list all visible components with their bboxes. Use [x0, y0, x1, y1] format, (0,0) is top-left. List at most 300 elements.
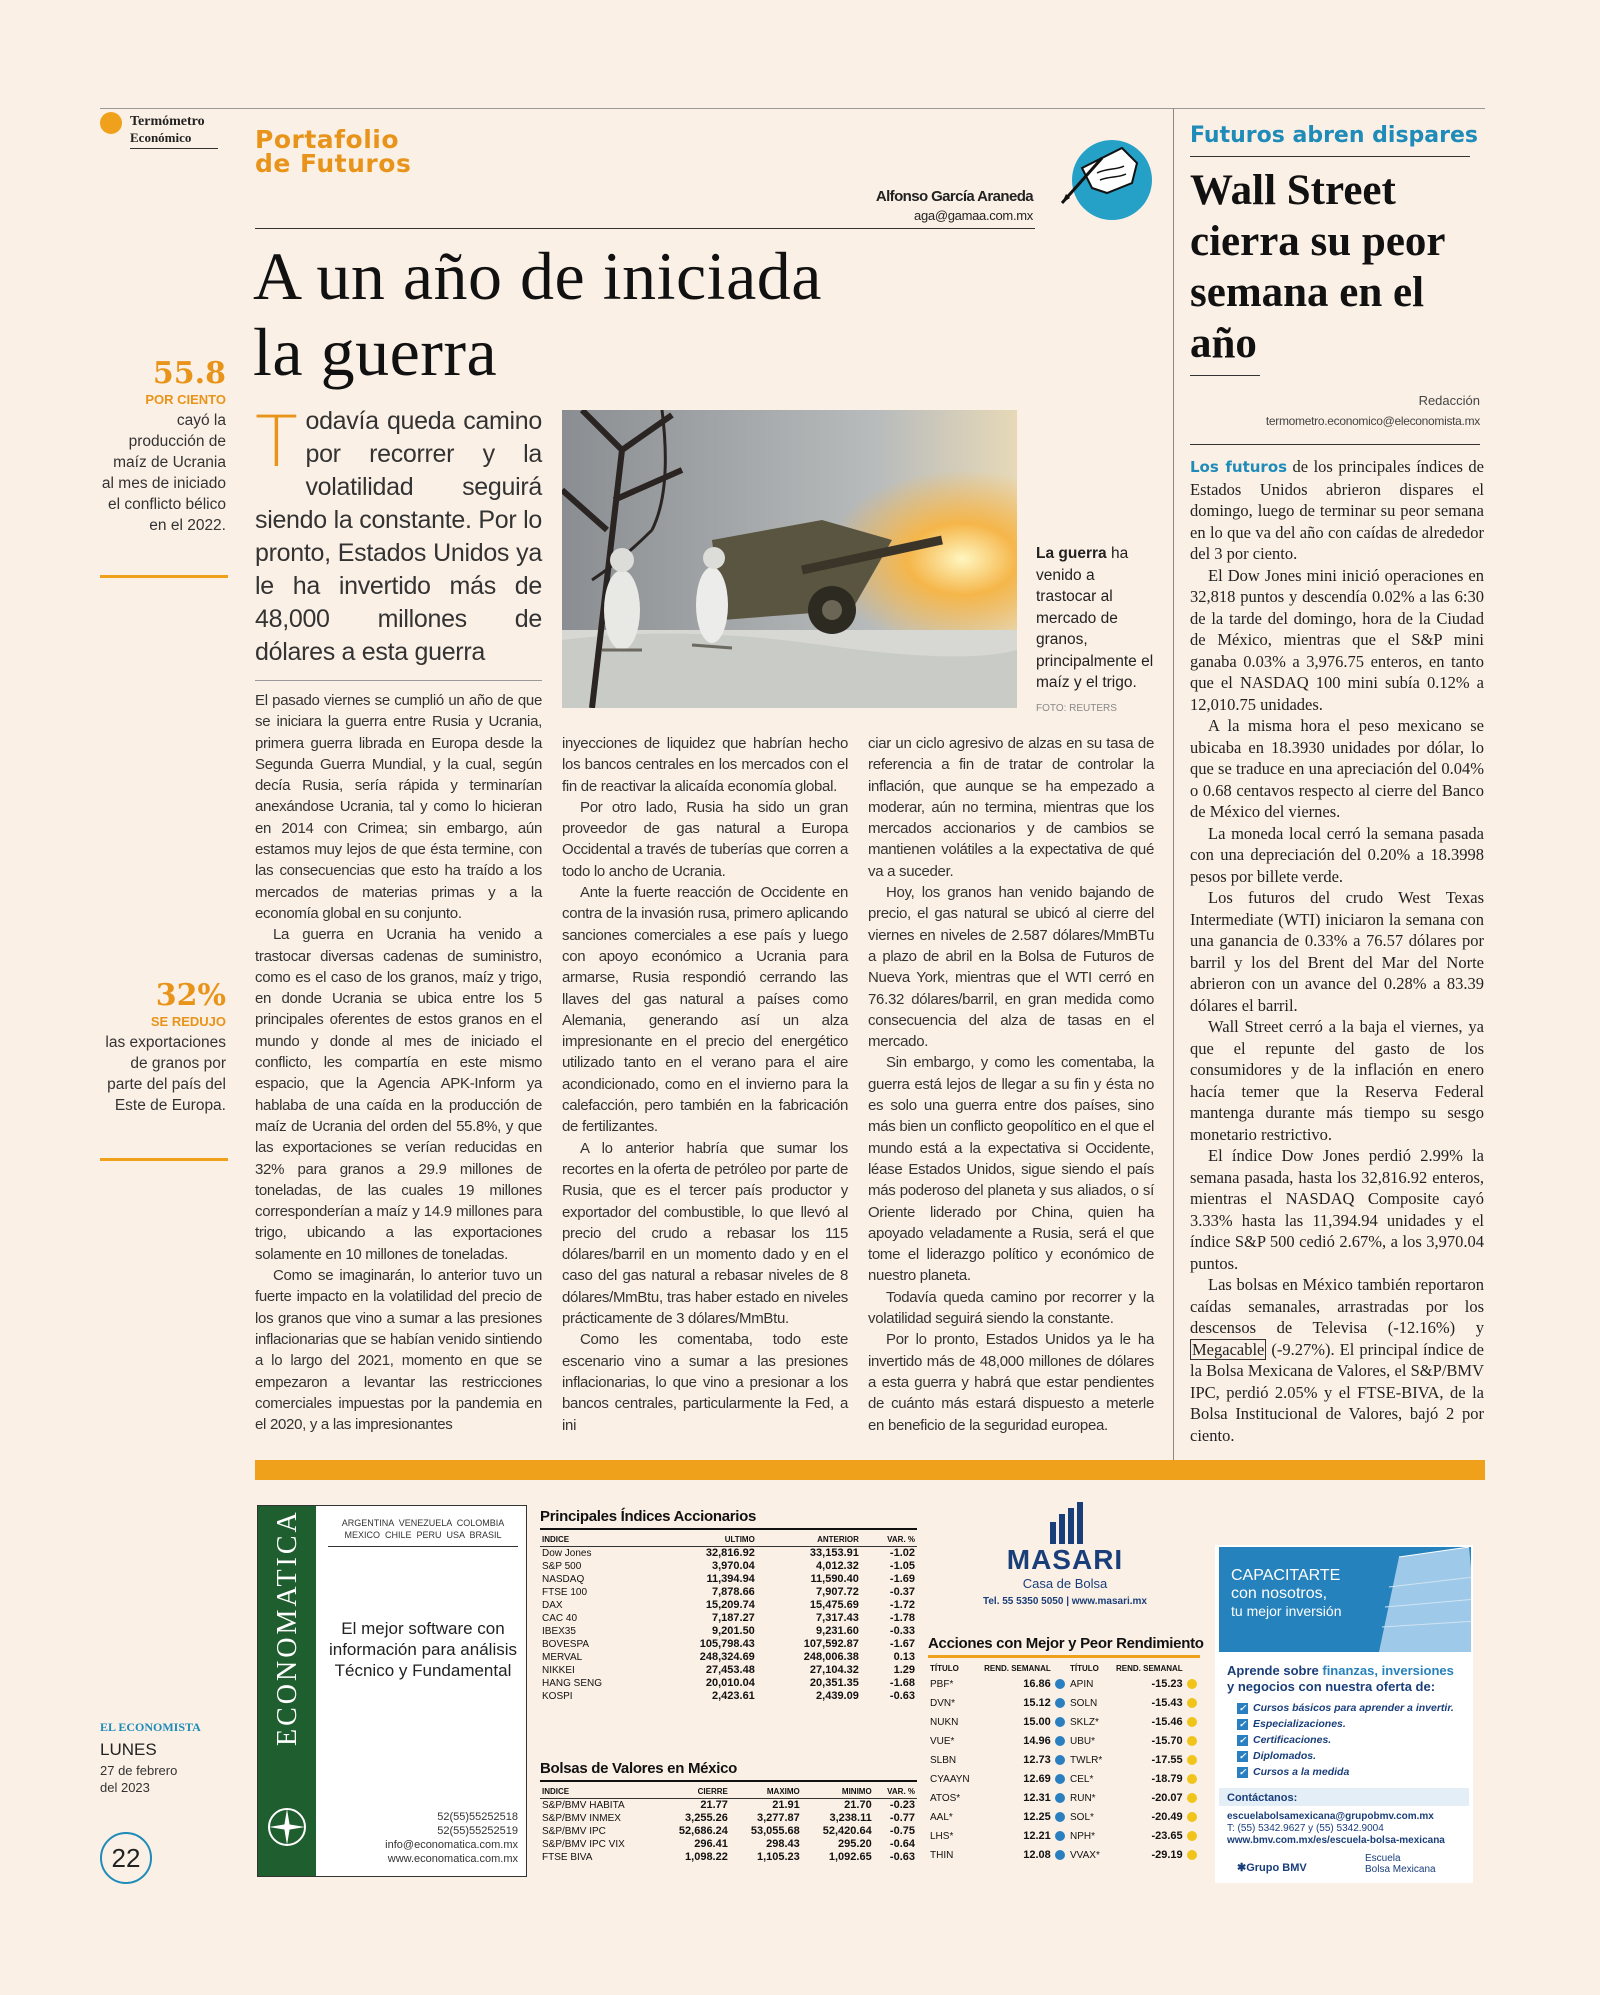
acciones-h-titulo2: TÍTULO	[1070, 1664, 1099, 1673]
index-name: S&P 500	[542, 1561, 582, 1572]
index-name: Dow Jones	[542, 1548, 592, 1559]
right-p5: Los futuros del crudo West Texas Intermediate (WTI) iniciaron la semana con una ganancia de 0.33% a 76.57 dólares por barril y los del Brent del Mar del Norte abrieron con un avance del 0.28% a 83.39 dólares el barril.	[1190, 888, 1484, 1015]
table-row	[928, 1808, 1200, 1827]
ticker-name: CYAAYN	[930, 1774, 970, 1785]
index-name: S&P/BMV HABITA	[542, 1800, 625, 1811]
bolsas-h-var: VAR. %	[874, 1785, 917, 1799]
ticker-name: SOLN	[1070, 1698, 1098, 1709]
ticker-return: -15.46	[1151, 1716, 1183, 1728]
stat-2-rule	[100, 1158, 228, 1161]
masari-name: MASARI	[1006, 1544, 1124, 1575]
index-value: -0.63	[889, 1690, 915, 1702]
ticker-name: TWLR*	[1070, 1755, 1103, 1766]
pen-hand-icon	[1052, 128, 1152, 228]
right-p8-last: (-9.27%). El principal índice de la Bolsa Mexicana de Valores, el S&P/BMV IPC, perdió 2.05% y el FTSE-BIVA, de la Bolsa Institucional de Valores, bajó 2 por ciento.	[1190, 1339, 1484, 1445]
index-name: NIKKEI	[542, 1665, 575, 1676]
economatica-phone2: 52(55)55252519	[437, 1825, 518, 1837]
index-value: 296.41	[694, 1838, 728, 1850]
indices-header-row	[540, 1533, 917, 1547]
bmv-item-5	[1237, 1764, 1454, 1780]
ticker-name: APIN	[1070, 1679, 1094, 1690]
up-icon	[1055, 1755, 1065, 1765]
indicator-cell	[1185, 1675, 1200, 1694]
stat-1-rule	[100, 575, 228, 578]
index-value: -0.23	[889, 1799, 915, 1811]
headline	[253, 238, 822, 390]
down-icon	[1187, 1774, 1197, 1784]
up-icon	[1055, 1736, 1065, 1746]
index-name: S&P/BMV INMEX	[542, 1813, 621, 1824]
up-icon	[1055, 1812, 1065, 1822]
ticker-return: 12.73	[1023, 1754, 1051, 1766]
bmv-item-1-text: Cursos básicos para aprender a invertir.	[1253, 1702, 1454, 1714]
table-row	[928, 1675, 1200, 1694]
index-value: 295.20	[838, 1838, 872, 1850]
index-value: 3,277.87	[756, 1812, 800, 1824]
right-p3: A la misma hora el peso mexicano se ubicaba en 18.3930 unidades por dólar, lo que se traduce en una apreciación del 0.04% o 0.68 centavos respecto al cierre del Banco de México del viernes.	[1190, 716, 1484, 821]
indices-body	[540, 1547, 917, 1704]
indicator-cell	[1053, 1770, 1068, 1789]
index-value: 53,055.68	[750, 1825, 800, 1837]
right-title-rule	[1190, 375, 1260, 376]
ticker-return: -29.19	[1151, 1849, 1183, 1861]
indicator-cell	[1053, 1808, 1068, 1827]
up-icon	[1055, 1850, 1065, 1860]
bolsas-h-minimo: MINIMO	[802, 1785, 874, 1799]
ticker-name: CEL*	[1070, 1774, 1094, 1785]
ticker-return: -20.07	[1151, 1792, 1183, 1804]
table-row	[540, 1599, 917, 1612]
compass-icon	[266, 1806, 308, 1848]
indicator-cell	[1185, 1751, 1200, 1770]
index-value: 3,255.26	[685, 1812, 728, 1824]
indicator-cell	[1185, 1713, 1200, 1732]
acciones-rule	[928, 1655, 1200, 1658]
down-icon	[1187, 1812, 1197, 1822]
table-row	[928, 1713, 1200, 1732]
up-icon	[1055, 1774, 1065, 1784]
index-value: 27,453.48	[705, 1664, 755, 1676]
index-value: 15,209.74	[705, 1599, 755, 1611]
index-value: 21.70	[844, 1799, 872, 1811]
index-value: 1,098.22	[685, 1851, 728, 1863]
index-value: 4,012.32	[816, 1560, 859, 1572]
index-value: 32,816.92	[705, 1547, 755, 1559]
table-row	[540, 1560, 917, 1573]
index-value: -1.69	[889, 1573, 915, 1585]
economatica-rule	[328, 1546, 518, 1547]
stat-2	[100, 980, 226, 1116]
index-value: 15,475.69	[809, 1599, 859, 1611]
lede-drop-cap: T	[255, 401, 298, 483]
ticker-return: -15.23	[1151, 1678, 1183, 1690]
bmv-intro	[1227, 1663, 1467, 1695]
bmv-email[interactable]: escuelabolsamexicana@grupobmv.com.mx	[1227, 1811, 1434, 1822]
table-row	[928, 1770, 1200, 1789]
up-icon	[1055, 1717, 1065, 1727]
page-number: 22	[100, 1832, 152, 1884]
index-value: -1.02	[889, 1547, 915, 1559]
economatica-email: info@economatica.com.mx	[385, 1839, 518, 1851]
index-value: 27,104.32	[809, 1664, 859, 1676]
column-title-line1: Portafolio	[255, 125, 400, 154]
megacable-link[interactable]: Megacable	[1192, 1339, 1265, 1359]
economatica-brand: ECONOMATICA	[272, 1509, 303, 1746]
check-icon: ✓	[1238, 1751, 1247, 1761]
indices-table	[540, 1533, 917, 1703]
up-icon	[1055, 1793, 1065, 1803]
bmv-item-3	[1237, 1732, 1454, 1748]
bmv-banner-line2: con nosotros,	[1231, 1585, 1328, 1602]
index-value: -1.68	[889, 1677, 915, 1689]
right-p7: El índice Dow Jones perdió 2.99% la semana pasada, hasta los 32,816.92 enteros, mientras el NASDAQ Composite cayó 3.33% hasta las 11,394.94 unidades y el índice S&P 500 cedió 2.67%, a los 3,970.04 puntos.	[1190, 1146, 1484, 1273]
bmv-item-4	[1237, 1748, 1454, 1764]
indicator-cell	[1053, 1789, 1068, 1808]
footer-day: LUNES	[100, 1740, 157, 1759]
headline-line2: la guerra	[253, 314, 498, 390]
indices-h-var: VAR. %	[861, 1533, 917, 1547]
index-value: 1.29	[893, 1664, 915, 1676]
index-value: 3,970.04	[711, 1560, 755, 1572]
right-kicker-rule	[1190, 156, 1470, 157]
down-icon	[1187, 1831, 1197, 1841]
col1-p2: La guerra en Ucrania ha venido a trastocar diversas cadenas de suministro, como es el caso de los granos, maíz y trigo, en donde Ucrania se ubica entre los 5 principales oferentes de estos granos en el mundo y donde al mes de iniciado el conflicto, les compartía en este mismo espacio, que la Agencia APK-Inform ya hablaba de una caída en la producción de maíz de Ucrania del orden del 55.8%, y que las exportaciones se verían reducidas en 32% para granos a 29.9 millones de toneladas, de las cuales 19 millones corresponderían a maíz y 14.9 millones para trigo, ubicando a las exportaciones solamente en 10 millones de toneladas.	[255, 926, 542, 1263]
right-p2: El Dow Jones mini inició operaciones en 32,818 puntos y descendía 0.02% a las 6:30 de la tarde del domingo, hora de la Ciudad de México, mientras que el S&P mini ganaba 0.03% a 3,976.75 enteros, en tanto que el NASDAQ 100 mini subía 0.12% a 12,010.75 unidades.	[1190, 565, 1484, 714]
bolsas-body	[540, 1799, 917, 1865]
headline-line1: A un año de iniciada	[253, 238, 822, 314]
bmv-ad[interactable]	[1215, 1545, 1473, 1883]
masari-ad[interactable]	[930, 1500, 1200, 1615]
col2-p1: inyecciones de liquidez que habrían hecho los bancos centrales en los mercados con el fin de reactivar la alicaída economía global.	[562, 735, 848, 795]
ticker-return: -20.49	[1151, 1811, 1183, 1823]
down-icon	[1187, 1793, 1197, 1803]
column-title-line2: de Futuros	[255, 149, 412, 178]
index-value: 33,153.91	[809, 1547, 859, 1559]
acciones-title: Acciones con Mejor y Peor Rendimiento	[928, 1635, 1204, 1652]
index-value: -0.37	[889, 1586, 915, 1598]
indicator-cell	[1053, 1732, 1068, 1751]
ticker-name: THIN	[930, 1850, 954, 1861]
table-row	[928, 1694, 1200, 1713]
right-p1-text: de los principales índices de Estados Unidos abrieron dispares el domingo, luego de terminar su peor semana en lo que va del año con caídas de alrededor del 3 por ciento.	[1190, 457, 1484, 563]
index-value: 7,878.66	[711, 1586, 755, 1598]
index-value: -0.64	[889, 1838, 915, 1850]
economatica-web: www.economatica.com.mx	[387, 1853, 518, 1865]
index-value: 298.43	[766, 1838, 800, 1850]
down-icon	[1187, 1698, 1197, 1708]
index-value: 21.77	[700, 1799, 728, 1811]
right-title: Wall Street cierra su peor semana en el año	[1190, 167, 1445, 367]
table-row	[928, 1789, 1200, 1808]
bolsas-h-indice: INDICE	[540, 1785, 658, 1799]
ticker-return: 12.08	[1023, 1849, 1051, 1861]
right-p8	[1190, 1274, 1484, 1446]
bmv-list	[1237, 1700, 1454, 1780]
index-name: HANG SENG	[542, 1678, 603, 1689]
indicator-cell	[1053, 1713, 1068, 1732]
lede-text: odavía queda camino por recorrer y la volatilidad seguirá siendo la constante. Por lo pronto, Estados Unidos ya le ha invertido más de 48,000 millones de dólares a esta guerra	[255, 407, 542, 666]
ticker-name: AAL*	[930, 1812, 953, 1823]
ticker-return: -23.65	[1151, 1830, 1183, 1842]
ticker-name: SLBN	[930, 1755, 957, 1766]
footer-date2: del 2023	[100, 1780, 150, 1795]
acciones-h-titulo1: TÍTULO	[930, 1664, 959, 1673]
index-value: 11,394.94	[706, 1573, 755, 1585]
escuela-logo	[1365, 1853, 1436, 1875]
ticker-return: 12.25	[1023, 1811, 1051, 1823]
index-value: -1.72	[889, 1599, 915, 1611]
stat-2-number: 32%	[155, 978, 226, 1013]
indicator-cell	[1053, 1827, 1068, 1846]
acciones-h-rend1: REND. SEMANAL	[984, 1664, 1051, 1673]
bolsas-table	[540, 1785, 917, 1864]
index-value: 1,105.23	[756, 1851, 800, 1863]
indicator-cell	[1185, 1694, 1200, 1713]
building-icon	[1359, 1547, 1471, 1652]
index-value: 21.91	[772, 1799, 800, 1811]
index-value: -0.63	[889, 1851, 915, 1863]
index-name: MERVAL	[542, 1652, 583, 1663]
index-value: 107,592.87	[803, 1638, 859, 1650]
index-value: -1.67	[889, 1638, 915, 1650]
col3-p3: Sin embargo, y como les comentaba, la guerra está lejos de llegar a su fin y ésta no es solo una guerra entre dos países, sino más bien un conflicto geopolítico en el que el mundo está a la expectativa si Occidente, léase Estados Unidos, sigue siendo el país más poderoso del planeta y sus aliados, o sí Oriente liderado por China, quien ha apoyado veladamente a Rusia, será el que tome el liderazgo político y económico de nuestro planeta.	[868, 1054, 1154, 1285]
ticker-return: 12.69	[1023, 1773, 1051, 1785]
index-name: BOVESPA	[542, 1639, 590, 1650]
index-value: 52,686.24	[678, 1825, 728, 1837]
masthead-line2: Económico	[130, 130, 192, 145]
indicator-cell	[1185, 1770, 1200, 1789]
indicator-cell	[1185, 1846, 1200, 1865]
bolsas-title: Bolsas de Valores en México	[540, 1760, 737, 1777]
escuela-line1: Escuela	[1365, 1853, 1401, 1864]
table-row	[540, 1586, 917, 1599]
bmv-banner	[1219, 1547, 1471, 1652]
ticker-return: 12.21	[1023, 1830, 1051, 1842]
ticker-name: NPH*	[1070, 1831, 1096, 1842]
orange-band	[255, 1460, 1485, 1480]
index-value: -0.77	[889, 1812, 915, 1824]
ticker-name: ATOS*	[930, 1793, 961, 1804]
bmv-item-2	[1237, 1716, 1454, 1732]
index-value: 3,238.11	[829, 1812, 872, 1824]
acciones-header-row	[928, 1662, 1200, 1675]
economatica-phone1: 52(55)55252518	[437, 1811, 518, 1823]
ticker-name: LHS*	[930, 1831, 954, 1842]
col3-p5: Por lo pronto, Estados Unidos ya le ha invertido más de 48,000 millones de dólares a esta guerra y habrá que estar pendientes de cuánto más estará dispuesto a meterle en beneficio de la seguridad europea.	[868, 1331, 1154, 1434]
col3-p1: ciar un ciclo agresivo de alzas en su tasa de referencia a fin de tratar de controlar la inflación, que aunque se ha empezado a moderar, aún no termina, mientras que los mercados accionarios y de cambios se mantienen volátiles a la expectativa de qué va a suceder.	[868, 735, 1154, 880]
ticker-name: SOL*	[1070, 1812, 1094, 1823]
indicator-cell	[1053, 1675, 1068, 1694]
up-icon	[1055, 1679, 1065, 1689]
lede	[255, 401, 542, 669]
table-row	[928, 1751, 1200, 1770]
check-icon: ✓	[1238, 1735, 1247, 1745]
stat-1-label: POR CIENTO	[145, 392, 226, 407]
index-name: KOSPI	[542, 1691, 573, 1702]
table-row	[540, 1677, 917, 1690]
masari-sub: Casa de Bolsa	[1022, 1576, 1108, 1591]
war-photo	[562, 410, 1017, 708]
acciones-body	[928, 1675, 1200, 1865]
indices-title: Principales Índices Accionarios	[540, 1508, 757, 1525]
col2-p4: A lo anterior habría que sumar los recortes en la oferta de petróleo por parte de Rusia, que es el tercer país productor y exportador del combustible, lo que llevó al precio del crudo a rebasar los 115 dólares/barril en un momento dado y en el caso del gas natural a rebasar niveles de 8 dólares/MmBtu, tras haber estado en niveles prácticamente de 3 dólares/MmBtu.	[562, 1139, 848, 1328]
table-row	[540, 1851, 917, 1864]
stat-1	[100, 358, 226, 536]
bolsas-header-row	[540, 1785, 917, 1799]
check-icon: ✓	[1238, 1703, 1247, 1713]
index-value: -0.75	[889, 1825, 915, 1837]
ticker-name: NUKN	[930, 1717, 959, 1728]
lede-rule	[255, 680, 542, 681]
column-email: aga@gamaa.com.mx	[914, 208, 1033, 223]
grupo-bmv-logo	[1237, 1861, 1307, 1874]
table-row	[540, 1825, 917, 1838]
ticker-return: -17.55	[1151, 1754, 1183, 1766]
right-p4: La moneda local cerró la semana pasada con una depreciación del 0.20% a 18.3998 pesos por billete verde.	[1190, 823, 1484, 886]
right-byline: Redacción	[1418, 393, 1480, 408]
right-byline-rule	[1190, 444, 1480, 445]
indices-h-indice: INDICE	[540, 1533, 653, 1547]
economatica-countries1: ARGENTINA VENEZUELA COLOMBIA	[341, 1518, 505, 1528]
ticker-name: UBU*	[1070, 1736, 1096, 1747]
right-p1	[1190, 456, 1484, 565]
stat-1-number: 55.8	[152, 356, 226, 391]
masari-tel: Tel. 55 5350 5050 | www.masari.mx	[982, 1596, 1147, 1607]
bmv-contact-label: Contáctanos:	[1227, 1792, 1298, 1804]
index-value: 7,907.72	[816, 1586, 859, 1598]
indicator-cell	[1185, 1732, 1200, 1751]
index-value: 20,351.35	[809, 1677, 859, 1689]
index-value: -1.05	[889, 1560, 915, 1572]
index-value: -0.33	[889, 1625, 915, 1637]
photo-caption-text: ha venido a trastocar al mercado de granos, principalmente el maíz y el trigo.	[1036, 545, 1154, 691]
table-row	[540, 1625, 917, 1638]
masthead-dot	[100, 112, 122, 134]
table-row	[540, 1799, 917, 1813]
economatica-tagline: El mejor software con información para análisis Técnico y Fundamental	[328, 1619, 518, 1680]
ticker-return: -18.79	[1151, 1773, 1183, 1785]
indices-h-ultimo: ULTIMO	[653, 1533, 757, 1547]
index-name: S&P/BMV IPC VIX	[542, 1839, 625, 1850]
bmv-contact-bar	[1219, 1788, 1469, 1806]
down-icon	[1187, 1717, 1197, 1727]
ticker-return: -15.70	[1151, 1735, 1183, 1747]
bolsas-h-maximo: MAXIMO	[730, 1785, 802, 1799]
right-lead-bold: Los futuros	[1190, 458, 1288, 476]
acciones-table	[928, 1662, 1200, 1865]
right-email: termometro.economico@eleconomista.mx	[1265, 414, 1480, 428]
grupo-bmv-text: Grupo BMV	[1246, 1862, 1307, 1874]
index-value: 7,317.43	[816, 1612, 859, 1624]
escuela-line2: Bolsa Mexicana	[1365, 1864, 1436, 1875]
bolsas-h-cierre: CIERRE	[658, 1785, 730, 1799]
index-value: 9,231.60	[816, 1625, 859, 1637]
bmv-item-2-text: Especializaciones.	[1253, 1718, 1346, 1730]
top-rule	[100, 108, 1485, 109]
indicator-cell	[1185, 1789, 1200, 1808]
index-name: FTSE 100	[542, 1587, 588, 1598]
ticker-return: 15.12	[1023, 1697, 1051, 1709]
footer-paper: EL ECONOMISTA	[100, 1720, 201, 1734]
bmv-banner-line3: tu mejor inversión	[1231, 1603, 1342, 1619]
footer-date1: 27 de febrero	[100, 1763, 178, 1778]
col1-p3: Como se imaginarán, lo anterior tuvo un fuerte impacto en la volatilidad del precio de los granos que vino a sumar a las presiones inflacionarias que se habían venido sintiendo a lo largo del 2021, momento en que se empezaron a levantar las restricciones comerciales impuestas por la pandemia en el 2020, y a las impresionantes	[255, 1267, 542, 1434]
table-row	[540, 1638, 917, 1651]
ticker-name: PBF*	[930, 1679, 954, 1690]
table-row	[540, 1812, 917, 1825]
stat-1-text: cayó la producción de maíz de Ucrania al mes de iniciado el conflicto bélico en el 2022.	[101, 412, 226, 534]
right-p8-text: Las bolsas en México también reportaron caídas semanales, arrastradas por los descensos de Televisa (-12.16%) y	[1190, 1275, 1484, 1337]
indicator-cell	[1053, 1751, 1068, 1770]
ticker-return: 16.86	[1023, 1678, 1051, 1690]
index-value: 1,092.65	[828, 1851, 872, 1863]
ticker-return: 14.96	[1023, 1735, 1051, 1747]
bmv-item-3-text: Certificaciones.	[1253, 1734, 1332, 1746]
grupo-bmv-icon: ✱	[1237, 1862, 1247, 1874]
economatica-ad[interactable]	[257, 1505, 527, 1877]
acciones-h-rend2: REND. SEMANAL	[1116, 1664, 1183, 1673]
col2-p2: Por otro lado, Rusia ha sido un gran proveedor de gas natural a Europa Occidental a través de tuberías que corren a todo lo ancho de Ucrania.	[562, 798, 848, 880]
economatica-countries2: MEXICO CHILE PERU USA BRASIL	[344, 1530, 502, 1540]
bmv-web[interactable]: www.bmv.com.mx/es/escuela-bolsa-mexicana	[1227, 1835, 1445, 1846]
indicator-cell	[1053, 1694, 1068, 1713]
table-row	[928, 1732, 1200, 1751]
ticker-name: SKLZ*	[1070, 1717, 1099, 1728]
down-icon	[1187, 1850, 1197, 1860]
index-value: 2,423.61	[711, 1690, 755, 1702]
table-row	[540, 1612, 917, 1625]
down-icon	[1187, 1679, 1197, 1689]
bmv-item-1	[1237, 1700, 1454, 1716]
table-row	[540, 1547, 917, 1561]
index-name: S&P/BMV IPC	[542, 1826, 606, 1837]
indicator-cell	[1053, 1846, 1068, 1865]
indices-h-anterior: ANTERIOR	[757, 1533, 861, 1547]
ticker-name: VUE*	[930, 1736, 955, 1747]
bmv-item-5-text: Cursos a la medida	[1253, 1766, 1350, 1778]
index-value: 11,590.40	[810, 1573, 859, 1585]
ticker-return: -15.43	[1151, 1697, 1183, 1709]
indicator-cell	[1185, 1827, 1200, 1846]
up-icon	[1055, 1698, 1065, 1708]
column-author: Alfonso García Araneda	[875, 188, 1033, 205]
check-icon: ✓	[1238, 1719, 1247, 1729]
index-name: IBEX35	[542, 1626, 576, 1637]
index-value: 7,187.27	[711, 1612, 755, 1624]
indicator-cell	[1185, 1808, 1200, 1827]
table-row	[540, 1651, 917, 1664]
col1-p1: El pasado viernes se cumplió un año de que se iniciara la guerra entre Rusia y Ucrania, primera guerra librada en Europa desde la Segunda Guerra Mundial, y la cual, según decía Rusia, sería rápida y terminarían anexándose Ucrania, tal y como lo hicieran en 2014 con Crimea; sin embargo, aún estamos muy lejos de que ésta termine, con las consecuencias que esto ha traído a los mercados de materias primas y a la economía global en su conjunto.	[255, 692, 542, 922]
index-value: 248,324.69	[699, 1651, 755, 1663]
index-value: 248,006.38	[803, 1651, 859, 1663]
bmv-tel: T: (55) 5342.9627 y (55) 5342.9004	[1227, 1823, 1384, 1834]
index-value: 20,010.04	[705, 1677, 755, 1689]
ticker-name: DVN*	[930, 1698, 956, 1709]
ticker-return: 15.00	[1023, 1716, 1051, 1728]
economatica-green-bar	[258, 1506, 316, 1876]
photo-caption	[1036, 543, 1154, 719]
body-column-2	[562, 733, 848, 1436]
table-row	[540, 1838, 917, 1851]
bolsas-rule	[540, 1780, 917, 1782]
table-row	[540, 1690, 917, 1703]
down-icon	[1187, 1755, 1197, 1765]
index-value: 2,439.09	[816, 1690, 859, 1702]
index-value: 105,798.43	[699, 1638, 755, 1650]
masthead-line1: Termómetro	[130, 114, 205, 129]
table-row	[540, 1573, 917, 1586]
check-icon: ✓	[1238, 1767, 1247, 1777]
